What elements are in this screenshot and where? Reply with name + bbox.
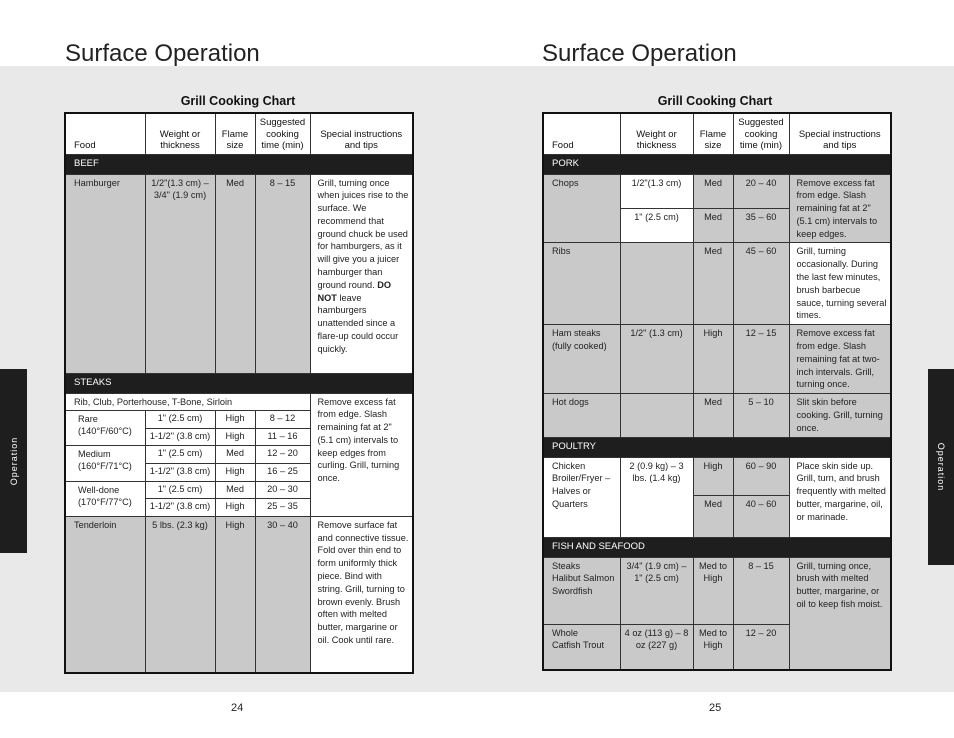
cell-tip: Slit skin before cooking. Grill, turning once.: [789, 394, 891, 437]
cell-flame: Med: [215, 446, 255, 464]
food-subtypes: Broiler/Fryer – Halves or Quarters: [552, 473, 611, 510]
cell-weight: 5 lbs. (2.3 kg): [145, 516, 215, 673]
table-row-ham-steaks: [543, 325, 891, 394]
header-weight: Weight or thickness: [620, 113, 693, 154]
cell-food: Hamburger: [65, 174, 145, 373]
table-row-steak-cuts: [65, 393, 413, 411]
cell-weight: 2 (0.9 kg) – 3 lbs. (1.4 kg): [620, 457, 693, 537]
cell-flame: High: [215, 411, 255, 429]
cell-weight: 1" (2.5 cm): [145, 411, 215, 429]
cell-tip: Remove excess fat from edge. Slash remaining fat at two-inch intervals. Grill, turning once.: [789, 325, 891, 394]
header-food: Food: [65, 113, 145, 154]
cell-flame: Med: [693, 243, 733, 325]
header-weight: Weight or thickness: [145, 113, 215, 154]
cell-steak-cuts: Rib, Club, Porterhouse, T-Bone, Sirloin: [65, 393, 310, 411]
table-row-hamburger: [65, 174, 413, 373]
cell-time: 16 – 25: [255, 464, 310, 482]
cell-weight: 1-1/2" (3.8 cm): [145, 428, 215, 446]
section-label-poultry: POULTRY: [543, 437, 891, 457]
section-label-beef: BEEF: [65, 154, 413, 174]
cell-flame: High: [693, 457, 733, 495]
cell-weight: 1/2"(1.3 cm): [620, 174, 693, 208]
header-tips: Special instructions and tips: [789, 113, 891, 154]
cell-time: 8 – 15: [255, 174, 310, 373]
side-tab-right: [928, 369, 954, 565]
side-tab-left-label: Operation: [8, 436, 19, 486]
table-row-tenderloin: [65, 516, 413, 673]
section-row-poultry: [543, 437, 891, 457]
cell-tip: Place skin side up. Grill, turn, and brush frequently with melted butter, margarine, oil, or marinade.: [789, 457, 891, 537]
page-title-left: Surface Operation: [65, 40, 260, 67]
section-row-beef: [65, 154, 413, 174]
cell-weight: 4 oz (113 g) – 8 oz (227 g): [620, 624, 693, 670]
grill-chart-right: [542, 112, 892, 671]
cell-time: 25 – 35: [255, 499, 310, 517]
cell-weight: [620, 394, 693, 437]
table-row-ribs: [543, 243, 891, 325]
cell-food: Chops: [543, 174, 620, 243]
cell-time: 40 – 60: [733, 495, 789, 537]
cell-weight: [620, 243, 693, 325]
page-title-right: Surface Operation: [542, 40, 737, 67]
cell-weight: 1/2" (1.3 cm): [620, 325, 693, 394]
cell-time: 11 – 16: [255, 428, 310, 446]
cell-time: 5 – 10: [733, 394, 789, 437]
cell-tip: [310, 174, 413, 373]
cell-doneness-medium: Medium (160°F/71°C): [65, 446, 145, 481]
cell-food: Tenderloin: [65, 516, 145, 673]
cell-food: Ribs: [543, 243, 620, 325]
cell-tip: Remove excess fat from edge. Slash remaining fat at 2" (5.1 cm) intervals to keep edges from curling. Grill, turning once.: [310, 393, 413, 516]
food-name: Whole: [552, 627, 579, 638]
table-row-chops: [543, 174, 891, 208]
tip-text: leave hamburgers unattended since a flare-up could occur quickly.: [317, 292, 399, 354]
cell-flame: Med: [693, 394, 733, 437]
cell-weight: 1-1/2" (3.8 cm): [145, 499, 215, 517]
cell-time: 20 – 30: [255, 481, 310, 499]
header-time: Suggested cooking time (min): [733, 113, 789, 154]
cell-tip: Remove excess fat from edge. Slash remaining fat at 2" (5.1 cm) intervals to keep edges.: [789, 174, 891, 243]
page-number-left: 24: [231, 702, 244, 714]
section-row-steaks: [65, 373, 413, 393]
section-label-fish: FISH AND SEAFOOD: [543, 537, 891, 557]
header-tips: Special instructions and tips: [310, 113, 413, 154]
cell-flame: High: [693, 325, 733, 394]
chart-title-left: Grill Cooking Chart: [180, 94, 296, 108]
cell-flame: Med to High: [693, 557, 733, 624]
cell-flame: Med: [693, 208, 733, 243]
section-row-pork: [543, 154, 891, 174]
cell-food: [543, 557, 620, 624]
cell-time: 60 – 90: [733, 457, 789, 495]
cell-weight: 3/4" (1.9 cm) – 1" (2.5 cm): [620, 557, 693, 624]
side-tab-right-label: Operation: [936, 442, 946, 492]
side-tab-left: [0, 369, 27, 553]
cell-time: 8 – 12: [255, 411, 310, 429]
cell-weight: 1-1/2" (3.8 cm): [145, 464, 215, 482]
cell-flame: Med: [215, 481, 255, 499]
table-row-fish-steaks: [543, 557, 891, 624]
table-row-hot-dogs: [543, 394, 891, 437]
cell-weight: 1/2"(1.3 cm) – 3/4" (1.9 cm): [145, 174, 215, 373]
cell-tip: Remove surface fat and connective tissue. Fold over thin end to form uniformly thick piece. Bind with string. Grill, turning to brown evenly. Brush often with melted butter, margarine or oil. Cook until rare.: [310, 516, 413, 673]
cell-time: 30 – 40: [255, 516, 310, 673]
cell-flame: High: [215, 464, 255, 482]
header-flame: Flame size: [693, 113, 733, 154]
cell-flame: High: [215, 499, 255, 517]
cell-weight: 1" (2.5 cm): [620, 208, 693, 243]
grill-chart-left: [64, 112, 414, 674]
section-row-fish: [543, 537, 891, 557]
cell-time: 20 – 40: [733, 174, 789, 208]
cell-time: 12 – 20: [733, 624, 789, 670]
cell-time: 12 – 15: [733, 325, 789, 394]
cell-doneness-welldone: Well-done (170°F/77°C): [65, 481, 145, 516]
cell-flame: High: [215, 516, 255, 673]
cell-time: 35 – 60: [733, 208, 789, 243]
cell-time: 12 – 20: [255, 446, 310, 464]
food-subtypes: Halibut Salmon Swordfish: [552, 573, 615, 597]
section-label-steaks: STEAKS: [65, 373, 413, 393]
tip-text: Grill, turning once when juices rise to the surface. We recommend that ground chuck be used for hamburgers, as it will give you a juicer hamburger than ground round.: [317, 177, 409, 290]
header-flame: Flame size: [215, 113, 255, 154]
section-label-pork: PORK: [543, 154, 891, 174]
cell-food: [543, 624, 620, 670]
table-row-chicken: [543, 457, 891, 495]
cell-food: Hot dogs: [543, 394, 620, 437]
cell-tip: Grill, turning once, brush with melted butter, margarine, or oil to keep fish moist.: [789, 557, 891, 670]
food-subtypes: Catfish Trout: [552, 640, 605, 651]
cell-flame: Med: [693, 174, 733, 208]
header-row: [543, 113, 891, 154]
cell-flame: Med: [693, 495, 733, 537]
header-time: Suggested cooking time (min): [255, 113, 310, 154]
cell-tip: Grill, turning occasionally. During the last few minutes, brush barbecue sauce, turning several times.: [789, 243, 891, 325]
header-row: [65, 113, 413, 154]
chart-title-right: Grill Cooking Chart: [657, 94, 773, 108]
header-food: Food: [543, 113, 620, 154]
cell-weight: 1" (2.5 cm): [145, 481, 215, 499]
tip-bold-text: DO NOT: [317, 279, 392, 303]
cell-time: 8 – 15: [733, 557, 789, 624]
cell-weight: 1" (2.5 cm): [145, 446, 215, 464]
cell-food: [543, 457, 620, 537]
food-name: Steaks: [552, 560, 581, 571]
food-name: Chicken: [552, 460, 586, 471]
cell-flame: Med: [215, 174, 255, 373]
cell-time: 45 – 60: [733, 243, 789, 325]
page-number-right: 25: [709, 702, 722, 714]
cell-food: Ham steaks (fully cooked): [543, 325, 620, 394]
cell-flame: Med to High: [693, 624, 733, 670]
cell-doneness-rare: Rare (140°F/60°C): [65, 411, 145, 446]
cell-flame: High: [215, 428, 255, 446]
